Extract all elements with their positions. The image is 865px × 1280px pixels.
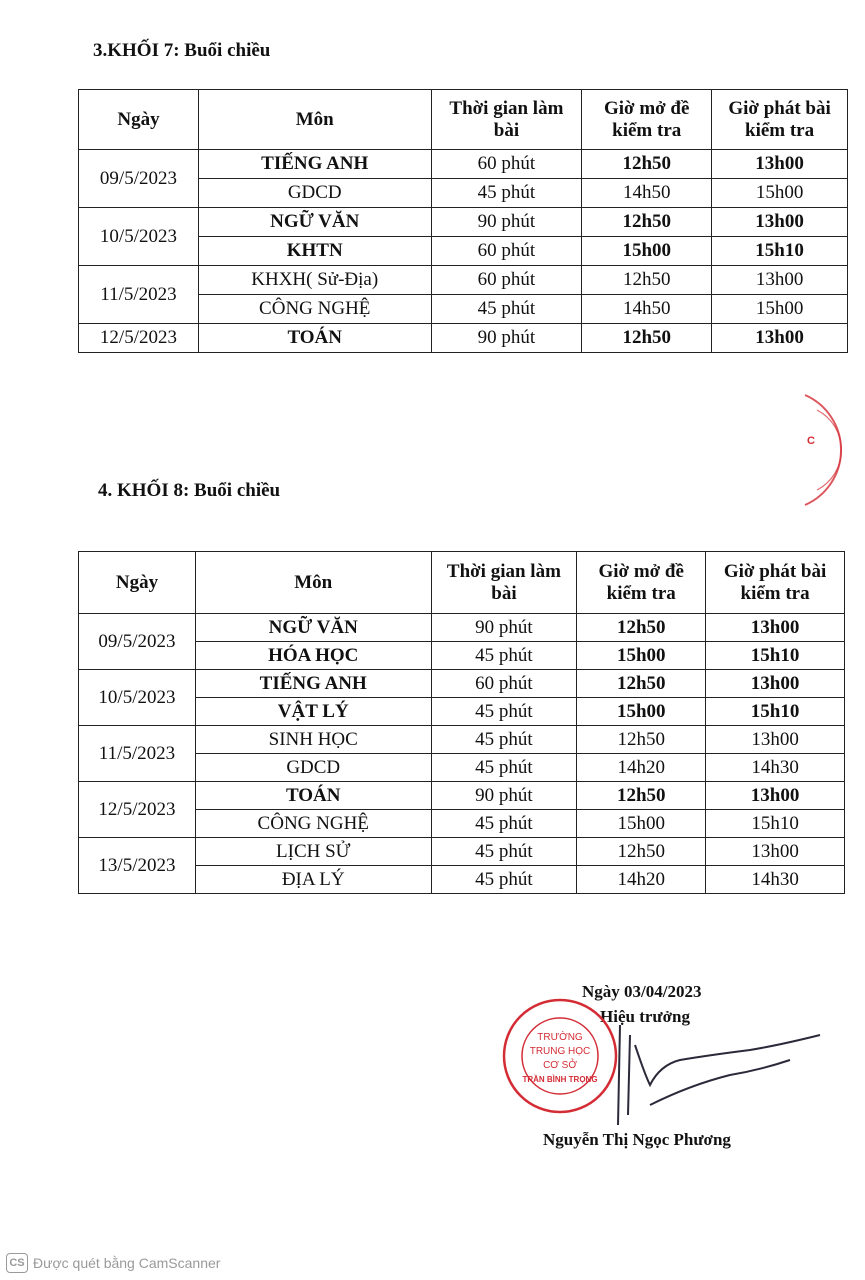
date-cell: 13/5/2023: [79, 838, 196, 894]
subject-cell: CÔNG NGHỆ: [195, 810, 431, 838]
svg-text:C: C: [807, 435, 815, 447]
duration-cell: 45 phút: [431, 866, 577, 894]
subject-cell: KHTN: [198, 237, 431, 266]
open-time-cell: 15h00: [577, 810, 706, 838]
duration-cell: 45 phút: [431, 642, 577, 670]
header-deliver-time: Giờ phát bài kiểm tra: [706, 552, 845, 614]
camscanner-footer: [6, 1253, 220, 1273]
table-row: [79, 838, 845, 866]
deliver-time-cell: 15h10: [706, 698, 845, 726]
subject-cell: ĐỊA LÝ: [195, 866, 431, 894]
open-time-cell: 14h50: [582, 179, 712, 208]
duration-cell: 45 phút: [431, 726, 577, 754]
deliver-time-cell: 13h00: [712, 324, 848, 353]
duration-cell: 45 phút: [431, 838, 577, 866]
stamp-line-2: TRUNG HỌC: [529, 1046, 591, 1057]
duration-cell: 45 phút: [431, 179, 582, 208]
header-subject: Môn: [198, 90, 431, 150]
duration-cell: 45 phút: [431, 754, 577, 782]
deliver-time-cell: 15h00: [712, 179, 848, 208]
stamp-line-1: TRƯỜNG: [537, 1032, 583, 1043]
header-open-time: Giờ mở đề kiểm tra: [577, 552, 706, 614]
deliver-time-cell: 13h00: [706, 782, 845, 810]
header-date: Ngày: [79, 90, 199, 150]
deliver-time-cell: 14h30: [706, 754, 845, 782]
date-cell: 10/5/2023: [79, 208, 199, 266]
table-row: [79, 614, 845, 642]
subject-cell: TOÁN: [198, 324, 431, 353]
table-row: [79, 150, 848, 179]
schedule-body: [79, 150, 848, 353]
deliver-time-cell: 15h10: [712, 237, 848, 266]
schedule-body: [79, 614, 845, 894]
duration-cell: 90 phút: [431, 324, 582, 353]
duration-cell: 90 phút: [431, 782, 577, 810]
open-time-cell: 15h00: [577, 698, 706, 726]
duration-cell: 60 phút: [431, 150, 582, 179]
date-cell: 11/5/2023: [79, 726, 196, 782]
open-time-cell: 12h50: [582, 150, 712, 179]
open-time-cell: 12h50: [577, 726, 706, 754]
header-open-time: Giờ mở đề kiểm tra: [582, 90, 712, 150]
duration-cell: 45 phút: [431, 698, 577, 726]
date-cell: 12/5/2023: [79, 324, 199, 353]
subject-cell: TOÁN: [195, 782, 431, 810]
open-time-cell: 12h50: [582, 266, 712, 295]
deliver-time-cell: 15h00: [712, 295, 848, 324]
duration-cell: 60 phút: [431, 237, 582, 266]
duration-cell: 45 phút: [431, 810, 577, 838]
header-date: Ngày: [79, 552, 196, 614]
subject-cell: SINH HỌC: [195, 726, 431, 754]
deliver-time-cell: 13h00: [706, 670, 845, 698]
stamp-line-3: CƠ SỞ: [543, 1060, 577, 1071]
open-time-cell: 15h00: [577, 642, 706, 670]
signature-role: Hiệu trưởng: [600, 1007, 690, 1026]
subject-cell: NGỮ VĂN: [198, 208, 431, 237]
table-row: [79, 726, 845, 754]
table-row: [79, 266, 848, 295]
header-duration: Thời gian làm bài: [431, 90, 582, 150]
subject-cell: HÓA HỌC: [195, 642, 431, 670]
open-time-cell: 14h20: [577, 866, 706, 894]
signature-name: Nguyễn Thị Ngọc Phương: [543, 1130, 731, 1149]
deliver-time-cell: 13h00: [706, 614, 845, 642]
header-subject: Môn: [195, 552, 431, 614]
date-cell: 10/5/2023: [79, 670, 196, 726]
date-cell: 11/5/2023: [79, 266, 199, 324]
table-row: [79, 782, 845, 810]
open-time-cell: 12h50: [577, 838, 706, 866]
header-deliver-time: Giờ phát bài kiểm tra: [712, 90, 848, 150]
open-time-cell: 14h50: [582, 295, 712, 324]
section-7-title: 3.KHỐI 7: Buổi chiều: [93, 40, 271, 61]
subject-cell: LỊCH SỬ: [195, 838, 431, 866]
camscanner-text: Được quét bằng CamScanner: [33, 1255, 221, 1271]
open-time-cell: 12h50: [577, 670, 706, 698]
open-time-cell: 12h50: [577, 782, 706, 810]
deliver-time-cell: 15h10: [706, 642, 845, 670]
deliver-time-cell: 13h00: [706, 726, 845, 754]
subject-cell: NGỮ VĂN: [195, 614, 431, 642]
date-cell: 09/5/2023: [79, 614, 196, 670]
duration-cell: 90 phút: [431, 614, 577, 642]
deliver-time-cell: 13h00: [706, 838, 845, 866]
deliver-time-cell: 13h00: [712, 266, 848, 295]
partial-stamp-mark: [795, 390, 865, 510]
deliver-time-cell: 13h00: [712, 208, 848, 237]
subject-cell: TIẾNG ANH: [198, 150, 431, 179]
signature-date: Ngày 03/04/2023: [582, 982, 702, 1001]
table-row: [79, 324, 848, 353]
handwritten-signature: [590, 1015, 830, 1135]
deliver-time-cell: 13h00: [712, 150, 848, 179]
header-row: [79, 90, 848, 150]
header-row: [79, 552, 845, 614]
subject-cell: TIẾNG ANH: [195, 670, 431, 698]
duration-cell: 60 phút: [431, 670, 577, 698]
open-time-cell: 12h50: [582, 324, 712, 353]
date-cell: 12/5/2023: [79, 782, 196, 838]
camscanner-logo: CS: [6, 1253, 28, 1273]
table-row: [79, 208, 848, 237]
grade-8-schedule-table: [78, 551, 845, 894]
stamp-line-4: TRẦN BÌNH TRỌNG: [522, 1075, 598, 1084]
open-time-cell: 12h50: [577, 614, 706, 642]
table-row: [79, 670, 845, 698]
subject-cell: KHXH( Sử-Địa): [198, 266, 431, 295]
open-time-cell: 14h20: [577, 754, 706, 782]
subject-cell: GDCD: [198, 179, 431, 208]
deliver-time-cell: 14h30: [706, 866, 845, 894]
section-8-title: 4. KHỐI 8: Buổi chiều: [98, 480, 281, 501]
open-time-cell: 15h00: [582, 237, 712, 266]
duration-cell: 45 phút: [431, 295, 582, 324]
date-cell: 09/5/2023: [79, 150, 199, 208]
duration-cell: 60 phút: [431, 266, 582, 295]
subject-cell: CÔNG NGHỆ: [198, 295, 431, 324]
grade-7-schedule-table: [78, 89, 848, 353]
open-time-cell: 12h50: [582, 208, 712, 237]
subject-cell: VẬT LÝ: [195, 698, 431, 726]
subject-cell: GDCD: [195, 754, 431, 782]
duration-cell: 90 phút: [431, 208, 582, 237]
header-duration: Thời gian làm bài: [431, 552, 577, 614]
deliver-time-cell: 15h10: [706, 810, 845, 838]
